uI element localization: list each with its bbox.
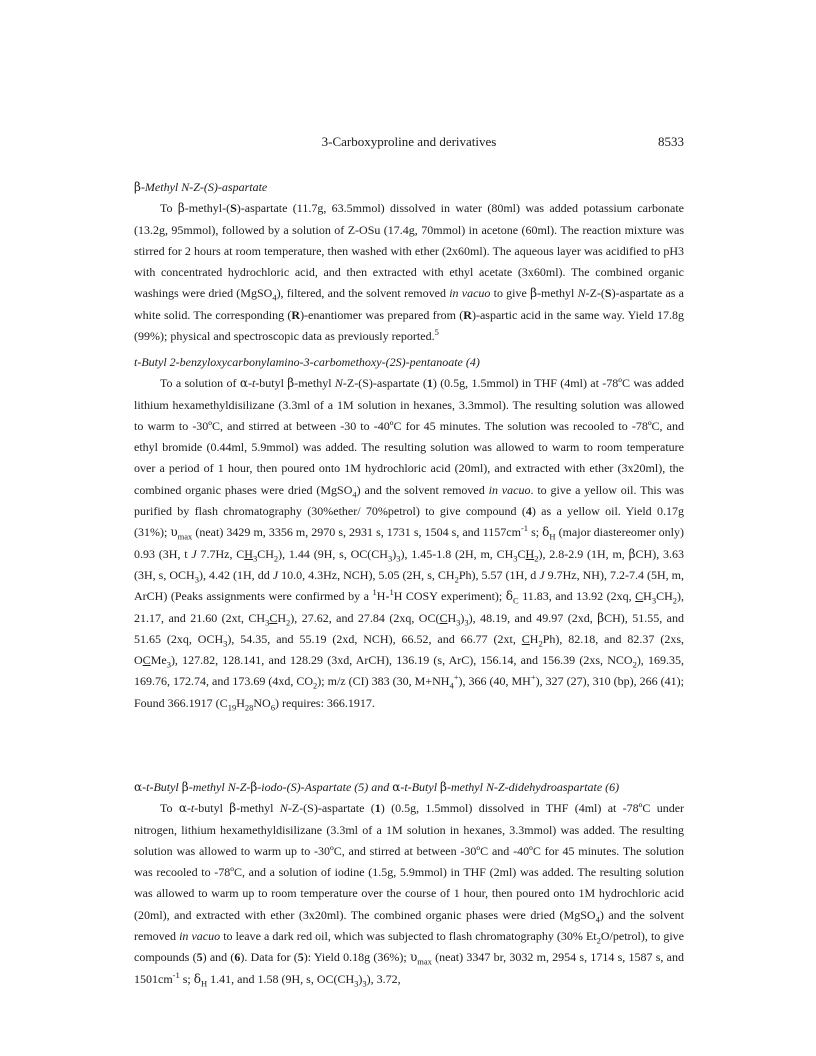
section-heading: t-Butyl 2-benzyloxycarbonylamino-3-carbomethoxy-(2S)-pentanoate (4) <box>134 355 480 369</box>
section-heading: β-Methyl N-Z-(S)-aspartate <box>134 180 268 194</box>
page-number: 8533 <box>658 134 684 149</box>
section-beta-methyl-nz-aspartate <box>134 177 684 347</box>
section-body: To a solution of α-t-butyl β-methyl N-Z-(S)-aspartate (1) (0.5g, 1.5mmol) in THF (4ml) at -78ºC was added lithium hexamethyldisilizane (3.3ml of a 1M solution in hexanes, 3.3mmol). The resulting solution was allowed to warm to -30ºC, and stirred at between -30 to -40ºC for 45 minutes. The solution was recooled to -78ºC, and ethyl bromide (0.44ml, 5.9mmol) was added. The resulting solution was allowed to warm to room temperature over a period of 1 hour, then poured onto 1M hydrochloric acid (20ml), and extracted with ether (3x20ml), the combined organic phases were dried (MgSO$_4$) and the solvent removed in vacuo. to give a yellow oil. This was purified by flash chromatography (30%ether/ 70%petrol) to give compound (4) as a yellow oil. Yield 0.17g (31%); $\upsilon_{max}$ (neat) 3429 m, 3356 m, 2970 s, 2931 s, 1731 s, 1504 s, and $1157cm^{-1}$ s; $\delta_H$ (major diastereomer only) 0.93 (3H, t J 7.7Hz, $CH_3CH_2$), 1.44 (9H, s, $OC(CH_3)_3$), 1.45-1.8 (2H, m, $CH_3CH_2$), 2.8-2.9 (1H, m, βCH), 3.63 (3H, s, $OCH_3$), 4.42 (1H, dd J 10.0, 4.3Hz, NCH), 5.05 (2H, s, $CH_2Ph$), 5.57 (1H, d J 9.7Hz, NH), 7.2-7.4 (5H, m, ArCH) (Peaks assignments were confirmed by a $^1$H-$^1$H COSY experiment); $\delta_C$ 11.83, and 13.92 (2xq, $CH_3CH_2$), 21.17, and 21.60 (2xt, $CH_3CH_2$), 27.62, and 27.84 (2xq, $OC(CH_3)_3$), 48.19, and 49.97 (2xd, βCH), 51.55, and 51.65 (2xq, $OCH_3$), 54.35, and 55.19 (2xd, NCH), 66.52, and 66.77 (2xt, $CH_2Ph$), 82.18, and 82.37 (2xs, OCMe$_3$), 127.82, 128.141, and 128.29 (3xd, ArCH), 136.19 (s, ArC), 156.14, and 156.39 (2xs, $NCO_2$), 169.35, 169.76, 172.74, and 173.69 (4xd, $CO_2$); m/z (CI) 383 (30, $M+NH_4^+$), 366 (40, MH+), 327 (27), 310 (bp), 266 (41); Found 366.1917 $(C_{19}H_{28}NO_6)$ requires: 366.1917. <box>134 376 685 713</box>
running-header <box>134 134 684 152</box>
running-title: 3-Carboxyproline and derivatives <box>321 134 497 149</box>
section-heading: α-t-Butyl β-methyl N-Z-β-iodo-(S)-Aspartate (5) and α-t-Butyl β-methyl N-Z-didehydroaspartate (6) <box>134 780 620 794</box>
section-body: To α-t-butyl β-methyl N-Z-(S)-aspartate (1) (0.5g, 1.5mmol) dissolved in THF (4ml) at -78ºC under nitrogen, lithium hexamethyldisilizane (3.3ml of a 1M solution in hexanes, 3.3mmol) was added. The resulting solution was allowed to warm up to -30ºC, and stirred at between -30ºC and -40ºC for 45 minutes. The solution was recooled to -78ºC, and a solution of iodine (1.5g, 5.9mmol) in THF (2ml) was added. The resulting solution was allowed to warm up to room temperature over the course of 1 hour, then poured onto 1M hydrochloric acid (20ml), and extracted with ether (3x20ml). The combined organic phases were dried (MgSO$_4$) and the solvent removed in vacuo to leave a dark red oil, which was subjected to flash chromatography (30% $Et_2O/petrol$), to give compounds (5) and (6). Data for (5): Yield 0.18g (36%); $\upsilon_{max}$ (neat) 3347 br, 3032 m, 2954 s, 1714 s, 1587 s, and $1501cm^{-1}$ s; $\delta_H$ 1.41, and 1.58 (9H, s, $OC(CH_3)_3$), 3.72, <box>134 801 685 989</box>
section-compounds-5-6 <box>134 777 684 990</box>
section-body: To β-methyl-(S)-aspartate (11.7g, 63.5mmol) dissolved in water (80ml) was added potassium carbonate (13.2g, 95mmol), followed by a solution of Z-OSu (17.4g, 70mmol) in acetone (60ml). The reaction mixture was stirred for 2 hours at room temperature, then washed with ether (2x60ml). The aqueous layer was acidified to pH3 with concentrated hydrochloric acid, and then extracted with ethyl acetate (3x60ml). The combined organic washings were dried (MgSO$_4$), filtered, and the solvent removed in vacuo to give β-methyl N-Z-(S)-aspartate as a white solid. The corresponding (R)-enantiomer was prepared from (R)-aspartic acid in the same way. Yield 17.8g (99%); physical and spectroscopic data as previously reported.$^5$ <box>134 201 684 344</box>
section-compound-4 <box>134 352 684 714</box>
